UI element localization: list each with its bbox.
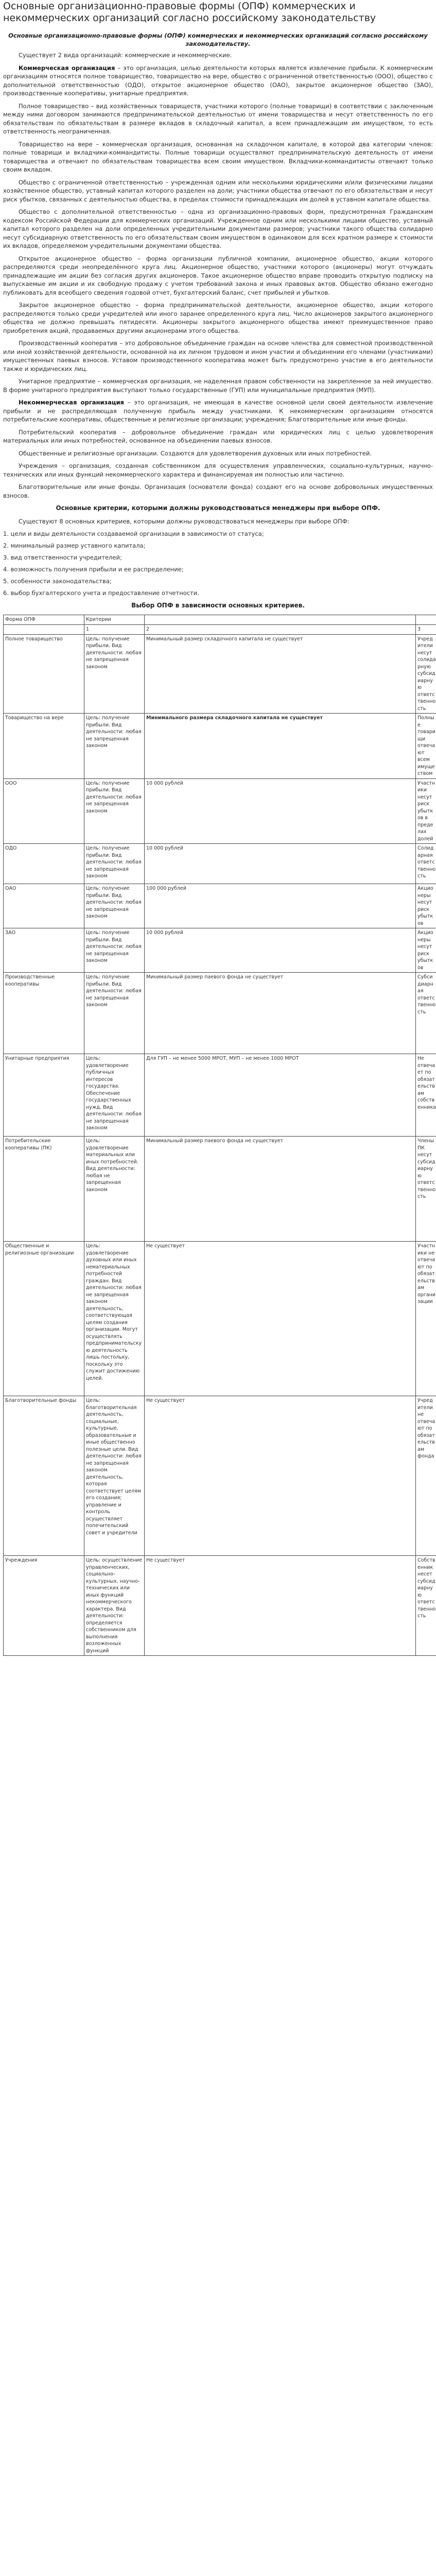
table-row xyxy=(4,1242,436,1396)
paragraph-text: Открытое акционерное общество – форма организации публичной компании, акционерное общество, акции которого распределяются среди неопределённого круга лиц. Акционерное общество, участники которого (акционеры) могут отчуждать принадлежащие им акции без согласия других акционеров. Такое акционерное общество вправе проводить открытую подписку на выпускаемые им акции и их свободную продажу с учетом требований закона и иных правовых актов. Общество обязано ежегодно публиковать для всеобщего сведения годовой отчет, бухгалтерский баланс, счет прибылей и убытков. xyxy=(3,255,433,296)
table-heading: Выбор ОПФ в зависимости основных критериев. xyxy=(131,601,305,609)
table-row xyxy=(4,884,436,928)
paragraph xyxy=(3,64,433,98)
goal-cell: Цель: получение прибыли. Вид деятельности: любая не запрещенная законом xyxy=(84,884,145,928)
paragraph-text: Общество с ограниченной ответственностью – учрежденная одним или несколькими юридическими и/или физическими лицами хозяйственное общество, уставный капитал которого разделен на доли; участники общества отвечают по его обязательствам и несут риск убытков, связанных с деятельностью общества, в пределах стоимости принадлежащих им долей в уставном капитале общества. xyxy=(3,178,433,203)
paragraph-text: Существует 2 вида организаций: коммерческие и некоммерческие. xyxy=(19,52,232,59)
table-row xyxy=(4,844,436,884)
table-row xyxy=(4,928,436,973)
goal-cell: Цель: получение прибыли. Вид деятельности: любая не запрещенная законом xyxy=(84,634,145,714)
table-row xyxy=(4,634,436,714)
goal-cell: Цель: удовлетворение публичных интересов государства. Обеспечение государственных нужд. Вид деятельности: любая не запрещенная законом xyxy=(84,1054,145,1137)
article-body xyxy=(3,51,433,500)
criteria-item: 2. минимальный размер уставного капитала; xyxy=(3,541,146,549)
page-title: Основные организационно-правовые формы (ОПФ) коммерческих и некоммерческих организаций согласно российскому законодательству xyxy=(3,1,376,24)
criteria-item: 3. вид ответственности учредителей; xyxy=(3,553,122,561)
paragraph-text: Благотворительные или иные фонды. Организация (основатели фонда) создают его на основе добровольных имущественных взносов. xyxy=(3,483,433,499)
goal-cell: Цель: получение прибыли. Вид деятельности: любая не запрещенная законом xyxy=(84,928,145,973)
paragraph xyxy=(3,428,433,445)
org-form-cell: Товарищество на вере xyxy=(4,714,84,779)
org-form-cell: Благотворительные фонды xyxy=(4,1396,84,1556)
paragraph-text: Общество с дополнительной ответственностью – одна из организационно-правовых форм, предусмотренная Гражданским кодексом Российской Федерации для коммерческих организаций. Учрежденное одним или несколькими лицами общество, уставный капитал которого разделен на доли определенных учредительными документами размеров; участники такого общества солидарно несут субсидиарную ответственность по его обязательствам своим имуществом в одинаковом для всех кратном размере к стоимости их вкладов, определяемом учредительными документами общества. xyxy=(3,208,433,249)
liability-cell: Акционеры несут риск убытков xyxy=(416,928,436,973)
criteria-item: 4. возможность получения прибыли и ее распределение; xyxy=(3,565,184,573)
goal-cell: Цель: благотворительная деятельность, социальные, культурные, образовательные и иные общественно полезные цели. Вид деятельности: любая не запрещенная законом деятельность, которая соответствует целям его создания; управление и контроль осуществляет попечительский совет и учредители xyxy=(84,1396,145,1556)
table-row xyxy=(4,1137,436,1242)
paragraph-text: Закрытое акционерное общество – форма предпринимательской деятельности, акционерное общество, акции которого распределяются только среди учредителей или иного заранее определенного круга лиц. Число акционеров закрытого акционерного общества не должно превышать пятидесяти. Акционеры закрытого акционерного общества имеют преимущественное право приобретения акций, продаваемых другими акционерами этого общества. xyxy=(3,301,433,334)
table-header-cell: Форма ОПФ xyxy=(4,615,84,624)
liability-cell: Полные товарищи отвечают всем имуществом xyxy=(416,714,436,779)
criteria-intro: Существуют 8 основных критериев, которыми должны руководствоваться менеджеры при выборе ОПФ: xyxy=(19,518,350,525)
table-header-cell xyxy=(145,615,416,624)
capital-cell: Не существует xyxy=(145,1556,416,1656)
table-row xyxy=(4,1556,436,1656)
paragraph-term: Некоммерческая организация xyxy=(19,399,124,406)
paragraph-text: Полное товарищество – вид хозяйственных товариществ, участники которого (полные товарищи) в соответствии с заключенным между ними договором занимаются предпринимательской деятельностью от имени товарищества и несут ответственность по его обязательствам по обязательствам в размере вкладов в складочный капитал, а всем принадлежащим им имуществом, то есть ответственность неограниченная. xyxy=(3,102,433,135)
goal-cell: Цель: осуществление управленческих, социально-культурных, научно-технических или иных функций некоммерческого характера. Вид деятельности: определяется собственником для выполнения возложенных функций xyxy=(84,1556,145,1656)
liability-cell: Участники несут риск убытков в пределах долей xyxy=(416,778,436,844)
org-form-cell: ОДО xyxy=(4,844,84,884)
capital-cell: 10 000 рублей xyxy=(145,844,416,884)
paragraph xyxy=(3,483,433,500)
capital-cell: Минимальный размер складочного капитала не существует xyxy=(145,634,416,714)
criteria-item: 1. цели и виды деятельности создаваемой организации в зависимости от статуса; xyxy=(3,530,264,537)
paragraph xyxy=(3,51,433,60)
paragraph-term: Коммерческая организация xyxy=(19,64,115,72)
paragraph xyxy=(3,102,433,136)
criteria-heading: Основные критерии, которыми должны руководствоваться менеджеры при выборе ОПФ. xyxy=(56,504,380,512)
liability-cell: Акционеры несут риск убытков xyxy=(416,884,436,928)
comparison-table xyxy=(3,615,436,1656)
table-subheader-cell: 2 xyxy=(145,624,416,634)
capital-cell: Не существует xyxy=(145,1242,416,1396)
org-form-cell: Полное товарищество xyxy=(4,634,84,714)
table-row xyxy=(4,1396,436,1556)
org-form-cell: ООО xyxy=(4,778,84,844)
goal-cell: Цель: получение прибыли. Вид деятельности: любая не запрещенная законом xyxy=(84,778,145,844)
paragraph xyxy=(3,398,433,424)
paragraph-text: Товарищество на вере – коммерческая организация, основанная на складочном капитале, в которой два категории членов: полные товарищи и вкладчики-коммандитисты. Полные товарищи осуществляют предпринимательскую деятельность от имени товарищества и отвечают по обязательствам товарищества всем своим имуществом. Вкладчики-коммандитисты отвечают только своим вкладом. xyxy=(3,140,433,173)
liability-cell: Собственник несет субсидиарную ответственность xyxy=(416,1556,436,1656)
org-form-cell: Учреждения xyxy=(4,1556,84,1656)
table-subheader-cell: 3 xyxy=(416,624,436,634)
liability-cell: Учредители несут солидарную субсидиарную ответственность xyxy=(416,634,436,714)
capital-cell: Минимального размера складочного капитала не существует xyxy=(145,714,416,779)
paragraph-text: Потребительский кооператив – добровольное объединение граждан или юридических лиц с целью удовлетворения материальных или иных потребностей, основанное на объединении паевых взносов. xyxy=(3,428,433,444)
paragraph xyxy=(3,208,433,250)
paragraph xyxy=(3,140,433,174)
paragraph xyxy=(3,462,433,479)
table-subheader-cell xyxy=(4,624,84,634)
paragraph xyxy=(3,449,433,458)
goal-cell: Цель: получение прибыли. Вид деятельности: любая не запрещенная законом xyxy=(84,844,145,884)
liability-cell: Субсидиарная ответственность xyxy=(416,973,436,1054)
paragraph-text: Производственный кооператив – это добровольное объединение граждан на основе членства для совместной производственной или иной хозяйственной деятельности, основанной на их личном трудовом и ином участии и объединении его членами (участниками) имущественных паевых взносов. Уставом производственного кооператива может быть предусмотрено участие в его деятельности также и юридических лиц. xyxy=(3,340,433,372)
paragraph xyxy=(3,178,433,204)
table-row xyxy=(4,973,436,1054)
criteria-item: 5. особенности законодательства; xyxy=(3,577,112,585)
liability-cell: Солидарная ответственность xyxy=(416,844,436,884)
liability-cell: Не отвечает по обязательствам собственника xyxy=(416,1054,436,1137)
table-row xyxy=(4,1054,436,1137)
paragraph-text: Учреждения – организация, созданная собственником для осуществления управленческих, социально-культурных, научно-технических или иных функций некоммерческого характера и финансируемая им полностью или частично. xyxy=(3,462,433,478)
table-row xyxy=(4,778,436,844)
org-form-cell: Потребительские кооперативы (ПК) xyxy=(4,1137,84,1242)
org-form-cell: Унитарные предприятия xyxy=(4,1054,84,1137)
org-form-cell: ЗАО xyxy=(4,928,84,973)
criteria-list xyxy=(3,530,433,597)
capital-cell: Для ГУП – не менее 5000 МРОТ, МУП – не менее 1000 МРОТ xyxy=(145,1054,416,1137)
paragraph-text: – это организация, не имеющая в качестве основной цели своей деятельности извлечение прибыли и не распределяющая полученную прибыль между участниками. К некоммерческим организациям относятся потребительские кооперативы, общественные и религиозные организации; учреждения; Благотворительные или иные фонды. xyxy=(3,399,433,423)
table-header-row xyxy=(4,615,436,624)
goal-cell: Цель: удовлетворение материальных или иных потребностей. Вид деятельности: любая не запрещенная законом xyxy=(84,1137,145,1242)
capital-cell: Минимальный размер паевого фонда не существует xyxy=(145,1137,416,1242)
capital-cell: Не существует xyxy=(145,1396,416,1556)
table-header-cell: Критерии xyxy=(84,615,145,624)
capital-cell: 10 000 рублей xyxy=(145,928,416,973)
paragraph xyxy=(3,255,433,297)
org-form-cell: Производственные кооперативы xyxy=(4,973,84,1054)
table-row xyxy=(4,714,436,779)
liability-cell: Учредители не отвечают по обязательствам фонда xyxy=(416,1396,436,1556)
liability-cell: Члены ПК несут субсидиарную ответственность xyxy=(416,1137,436,1242)
table-subheader-cell: 1 xyxy=(84,624,145,634)
article-subtitle: Основные организационно-правовые формы (ОПФ) коммерческих и некоммерческих организаций согласно российскому законодательству. xyxy=(8,32,428,47)
paragraph-text: Общественные и религиозные организации. Создаются для удовлетворения духовных или иных потребностей. xyxy=(19,449,372,457)
liability-cell: Участники не отвечают по обязательствам организации xyxy=(416,1242,436,1396)
capital-cell: Минимальный размер паевого фонда не существует xyxy=(145,973,416,1054)
goal-cell: Цель: получение прибыли. Вид деятельности: любая не запрещенная законом xyxy=(84,714,145,779)
goal-cell: Цель: удовлетворение духовных или иных нематериальных потребностей граждан. Вид деятельности: любая не запрещенная законом деятельность, соответствующая целям создания организации. Могут осуществлять предпринимательскую деятельность лишь постольку, поскольку это служит достижению целей. xyxy=(84,1242,145,1396)
paragraph-text: Унитарное предприятие – коммерческая организация, не наделенная правом собственности на закрепленное за ней имущество. В форме унитарного предприятия выступают только государственные (ГУП) или муниципальные предприятия (МУП). xyxy=(3,378,433,394)
criteria-item: 6. выбор бухгалтерского учета и предоставление отчетности. xyxy=(3,589,199,597)
org-form-cell: Общественные и религиозные организации xyxy=(4,1242,84,1396)
table-subheader-row xyxy=(4,624,436,634)
paragraph-text: – это организация, целью деятельности которых является извлечение прибыли. К коммерческим организациям относятся полное товарищество, товарищество на вере, общество с ограниченной ответственностью (ООО), общество с дополнительной ответственностью (ОДО), открытое акционерное общество (ОАО), закрытое акционерное общество (ЗАО), производственные кооперативы, унитарные предприятия. xyxy=(3,64,433,97)
paragraph xyxy=(3,301,433,335)
capital-cell: 10 000 рублей xyxy=(145,778,416,844)
capital-cell: 100 000 рублей xyxy=(145,884,416,928)
org-form-cell: ОАО xyxy=(4,884,84,928)
paragraph xyxy=(3,377,433,394)
table-header-cell xyxy=(416,615,436,624)
paragraph xyxy=(3,339,433,373)
goal-cell: Цель: получение прибыли. Вид деятельности: любая не запрещенная законом xyxy=(84,973,145,1054)
